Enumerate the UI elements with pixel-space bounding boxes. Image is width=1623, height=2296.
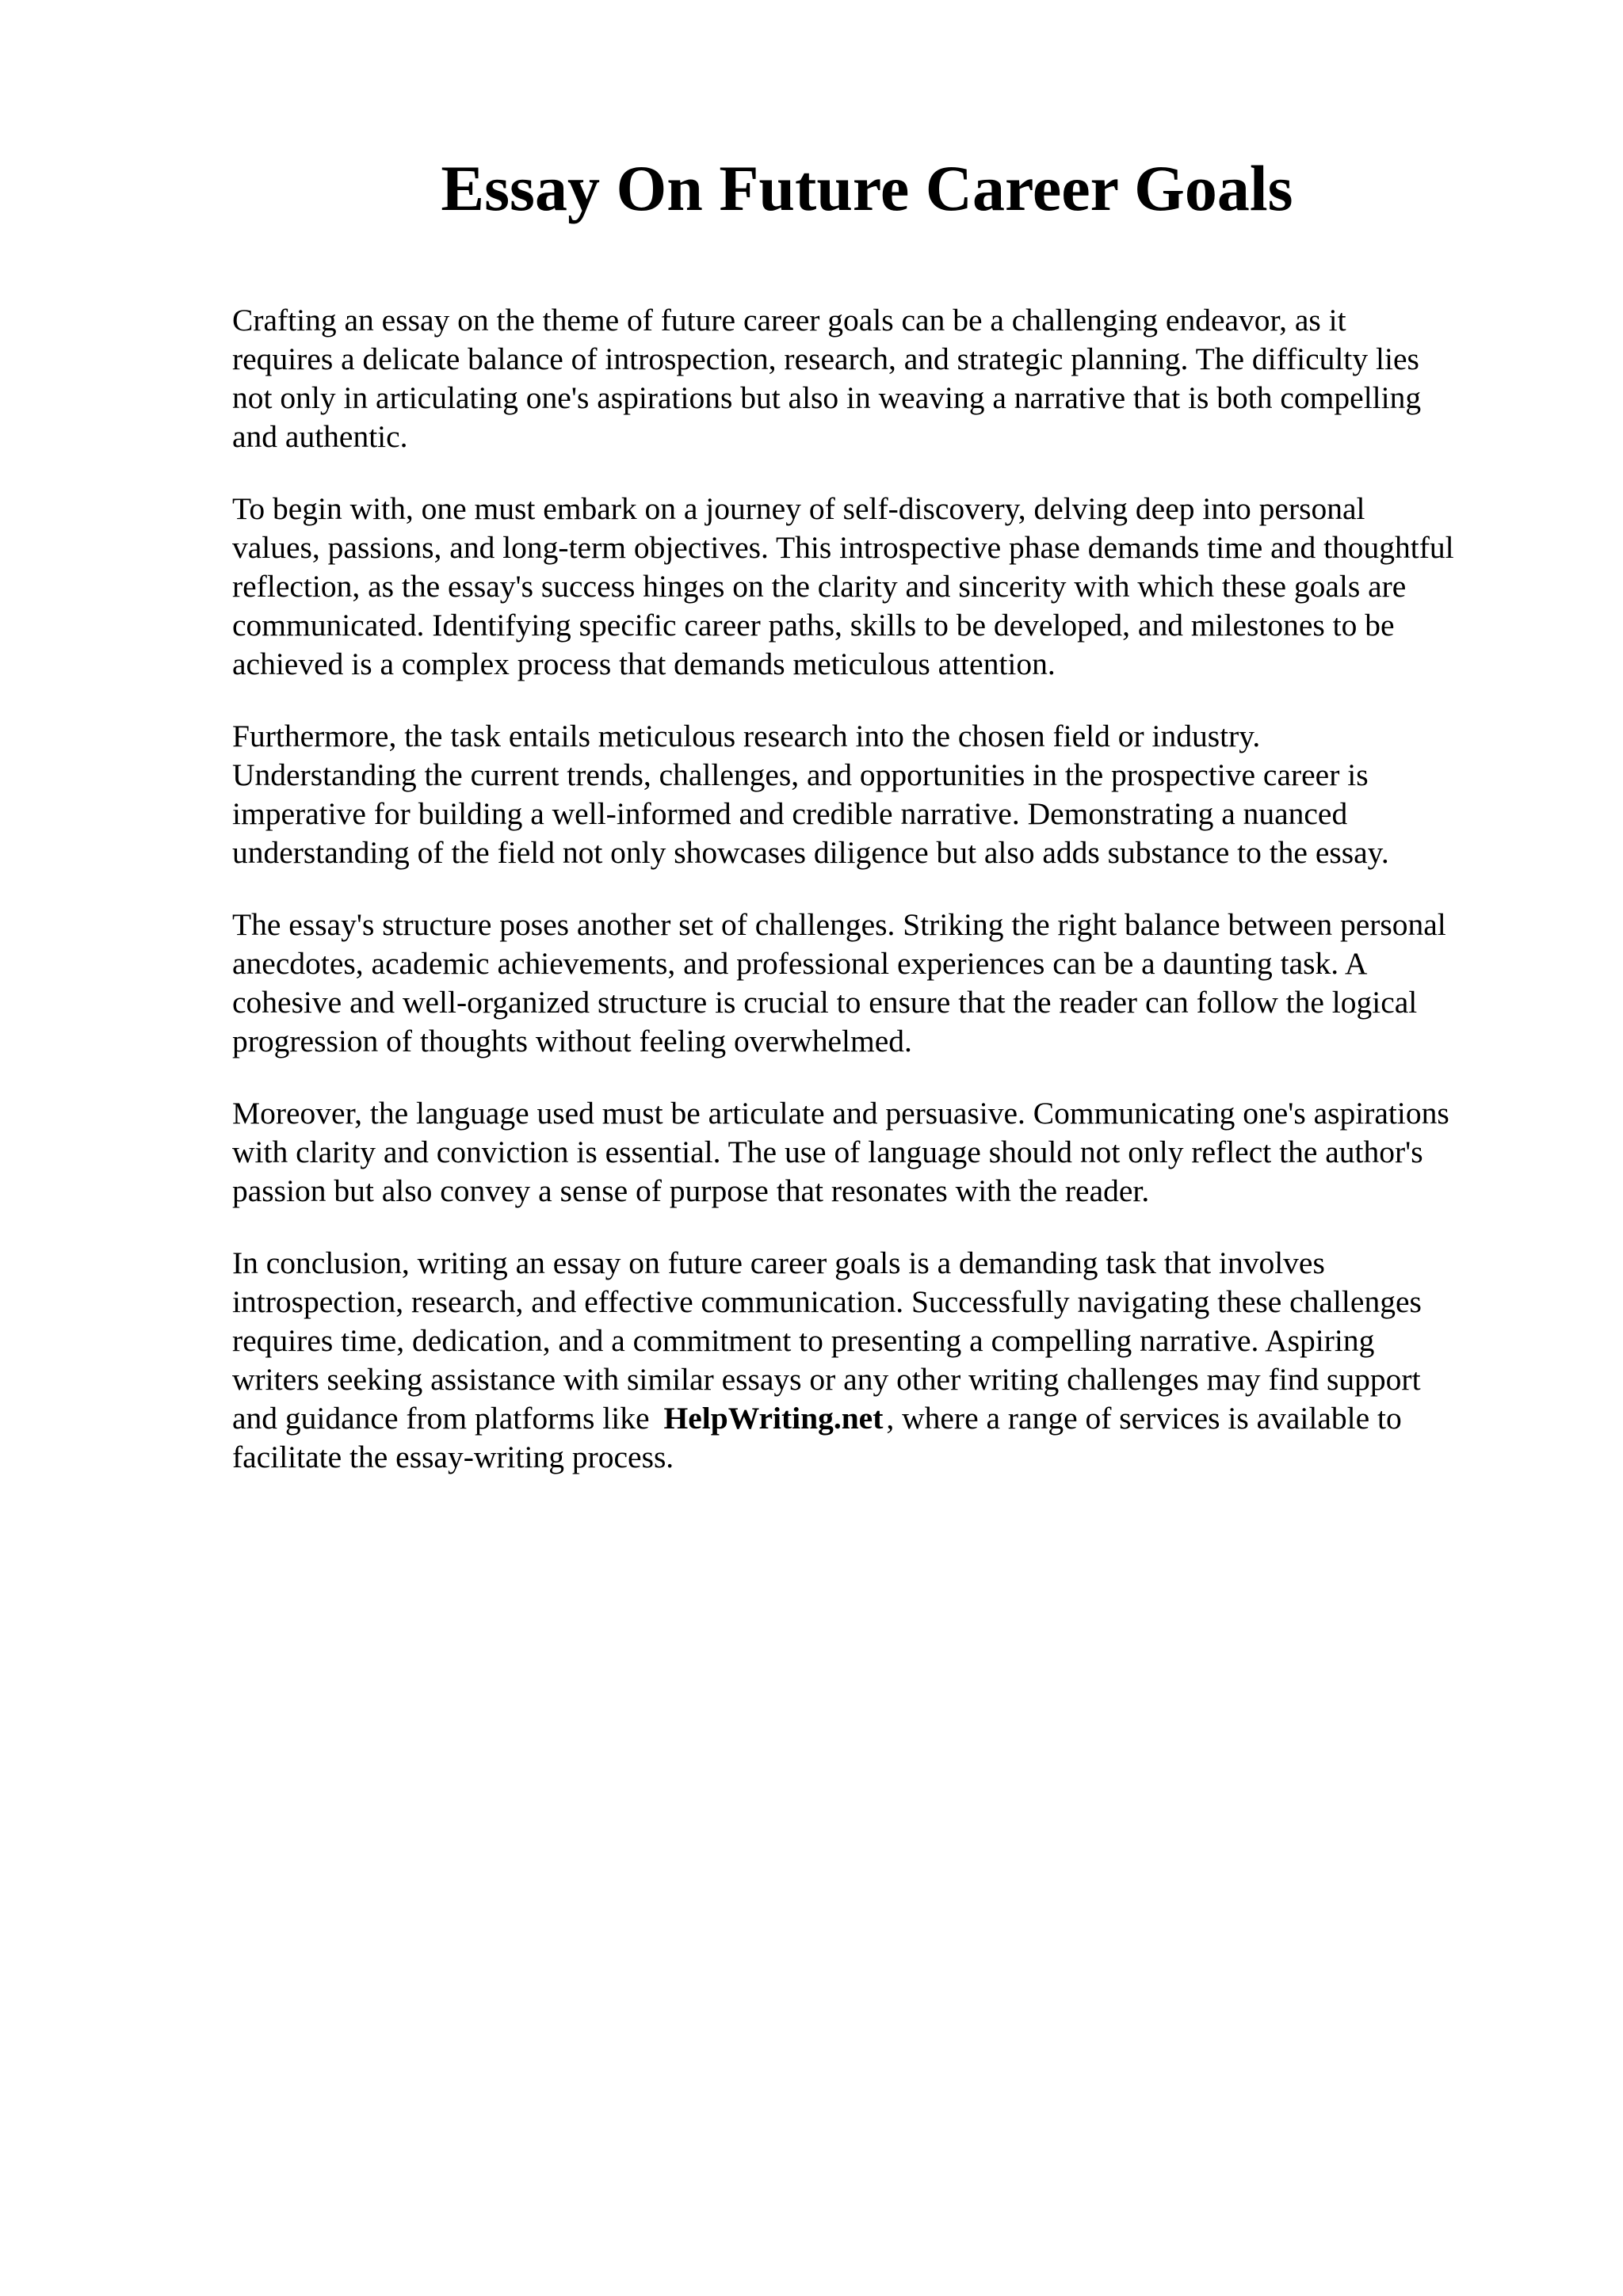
paragraph-5 (232, 1094, 1532, 1211)
paragraph-3 (232, 717, 1532, 872)
helpwriting-link[interactable]: HelpWriting.net (663, 1401, 884, 1436)
link-trail-text: , where a range of services is available to (886, 1401, 1402, 1436)
text-line: cohesive and well-organized structure is crucial to ensure that the reader can follow the logical (232, 985, 1418, 1020)
paragraph-2 (232, 490, 1532, 684)
text-line: and authentic. (232, 419, 408, 454)
paragraph-1 (232, 301, 1532, 456)
text-line: values, passions, and long-term objectives. This introspective phase demands time and thoughtful (232, 530, 1454, 565)
text-line: Understanding the current trends, challenges, and opportunities in the prospective career is (232, 757, 1369, 792)
paragraph-4 (232, 906, 1532, 1061)
text-line: To begin with, one must embark on a journey of self-discovery, delving deep into personal (232, 491, 1365, 526)
text-line: with clarity and conviction is essential. The use of language should not only reflect the author's (232, 1135, 1423, 1169)
text-line: achieved is a complex process that demands meticulous attention. (232, 646, 1056, 681)
text-line: passion but also convey a sense of purpose that resonates with the reader. (232, 1173, 1150, 1208)
text-line: anecdotes, academic achievements, and professional experiences can be a daunting task. A (232, 946, 1368, 981)
text-line: communicated. Identifying specific career paths, skills to be developed, and milestones to be (232, 608, 1395, 643)
text-line: Furthermore, the task entails meticulous research into the chosen field or industry. (232, 719, 1261, 753)
text-line: progression of thoughts without feeling overwhelmed. (232, 1024, 912, 1058)
text-line: reflection, as the essay's success hinges on the clarity and sincerity with which these goals are (232, 569, 1407, 604)
text-line: requires a delicate balance of introspection, research, and strategic planning. The difficulty lies (232, 341, 1419, 376)
text-line: facilitate the essay-writing process. (232, 1440, 674, 1474)
text-line: understanding of the field not only showcases diligence but also adds substance to the essay. (232, 835, 1389, 870)
text-line: Crafting an essay on the theme of future career goals can be a challenging endeavor, as it (232, 303, 1346, 338)
text-line: In conclusion, writing an essay on future career goals is a demanding task that involves (232, 1245, 1325, 1280)
text-line: Moreover, the language used must be articulate and persuasive. Communicating one's aspirations (232, 1096, 1449, 1131)
text-line: introspection, research, and effective communication. Successfully navigating these challenges (232, 1284, 1422, 1319)
text-line: writers seeking assistance with similar essays or any other writing challenges may find support (232, 1362, 1421, 1397)
link-lead-text: and guidance from platforms like (232, 1401, 650, 1436)
paragraph-6 (232, 1244, 1532, 1477)
text-line: requires time, dedication, and a commitment to presenting a compelling narrative. Aspiring (232, 1323, 1375, 1358)
essay-body (232, 301, 1532, 1510)
page-title: Essay On Future Career Goals (441, 152, 1293, 224)
text-line: not only in articulating one's aspirations but also in weaving a narrative that is both compelling (232, 380, 1422, 415)
text-line-with-link (232, 1399, 1532, 1438)
text-line: imperative for building a well-informed and credible narrative. Demonstrating a nuanced (232, 796, 1348, 831)
text-line: The essay's structure poses another set of challenges. Striking the right balance between personal (232, 907, 1446, 942)
